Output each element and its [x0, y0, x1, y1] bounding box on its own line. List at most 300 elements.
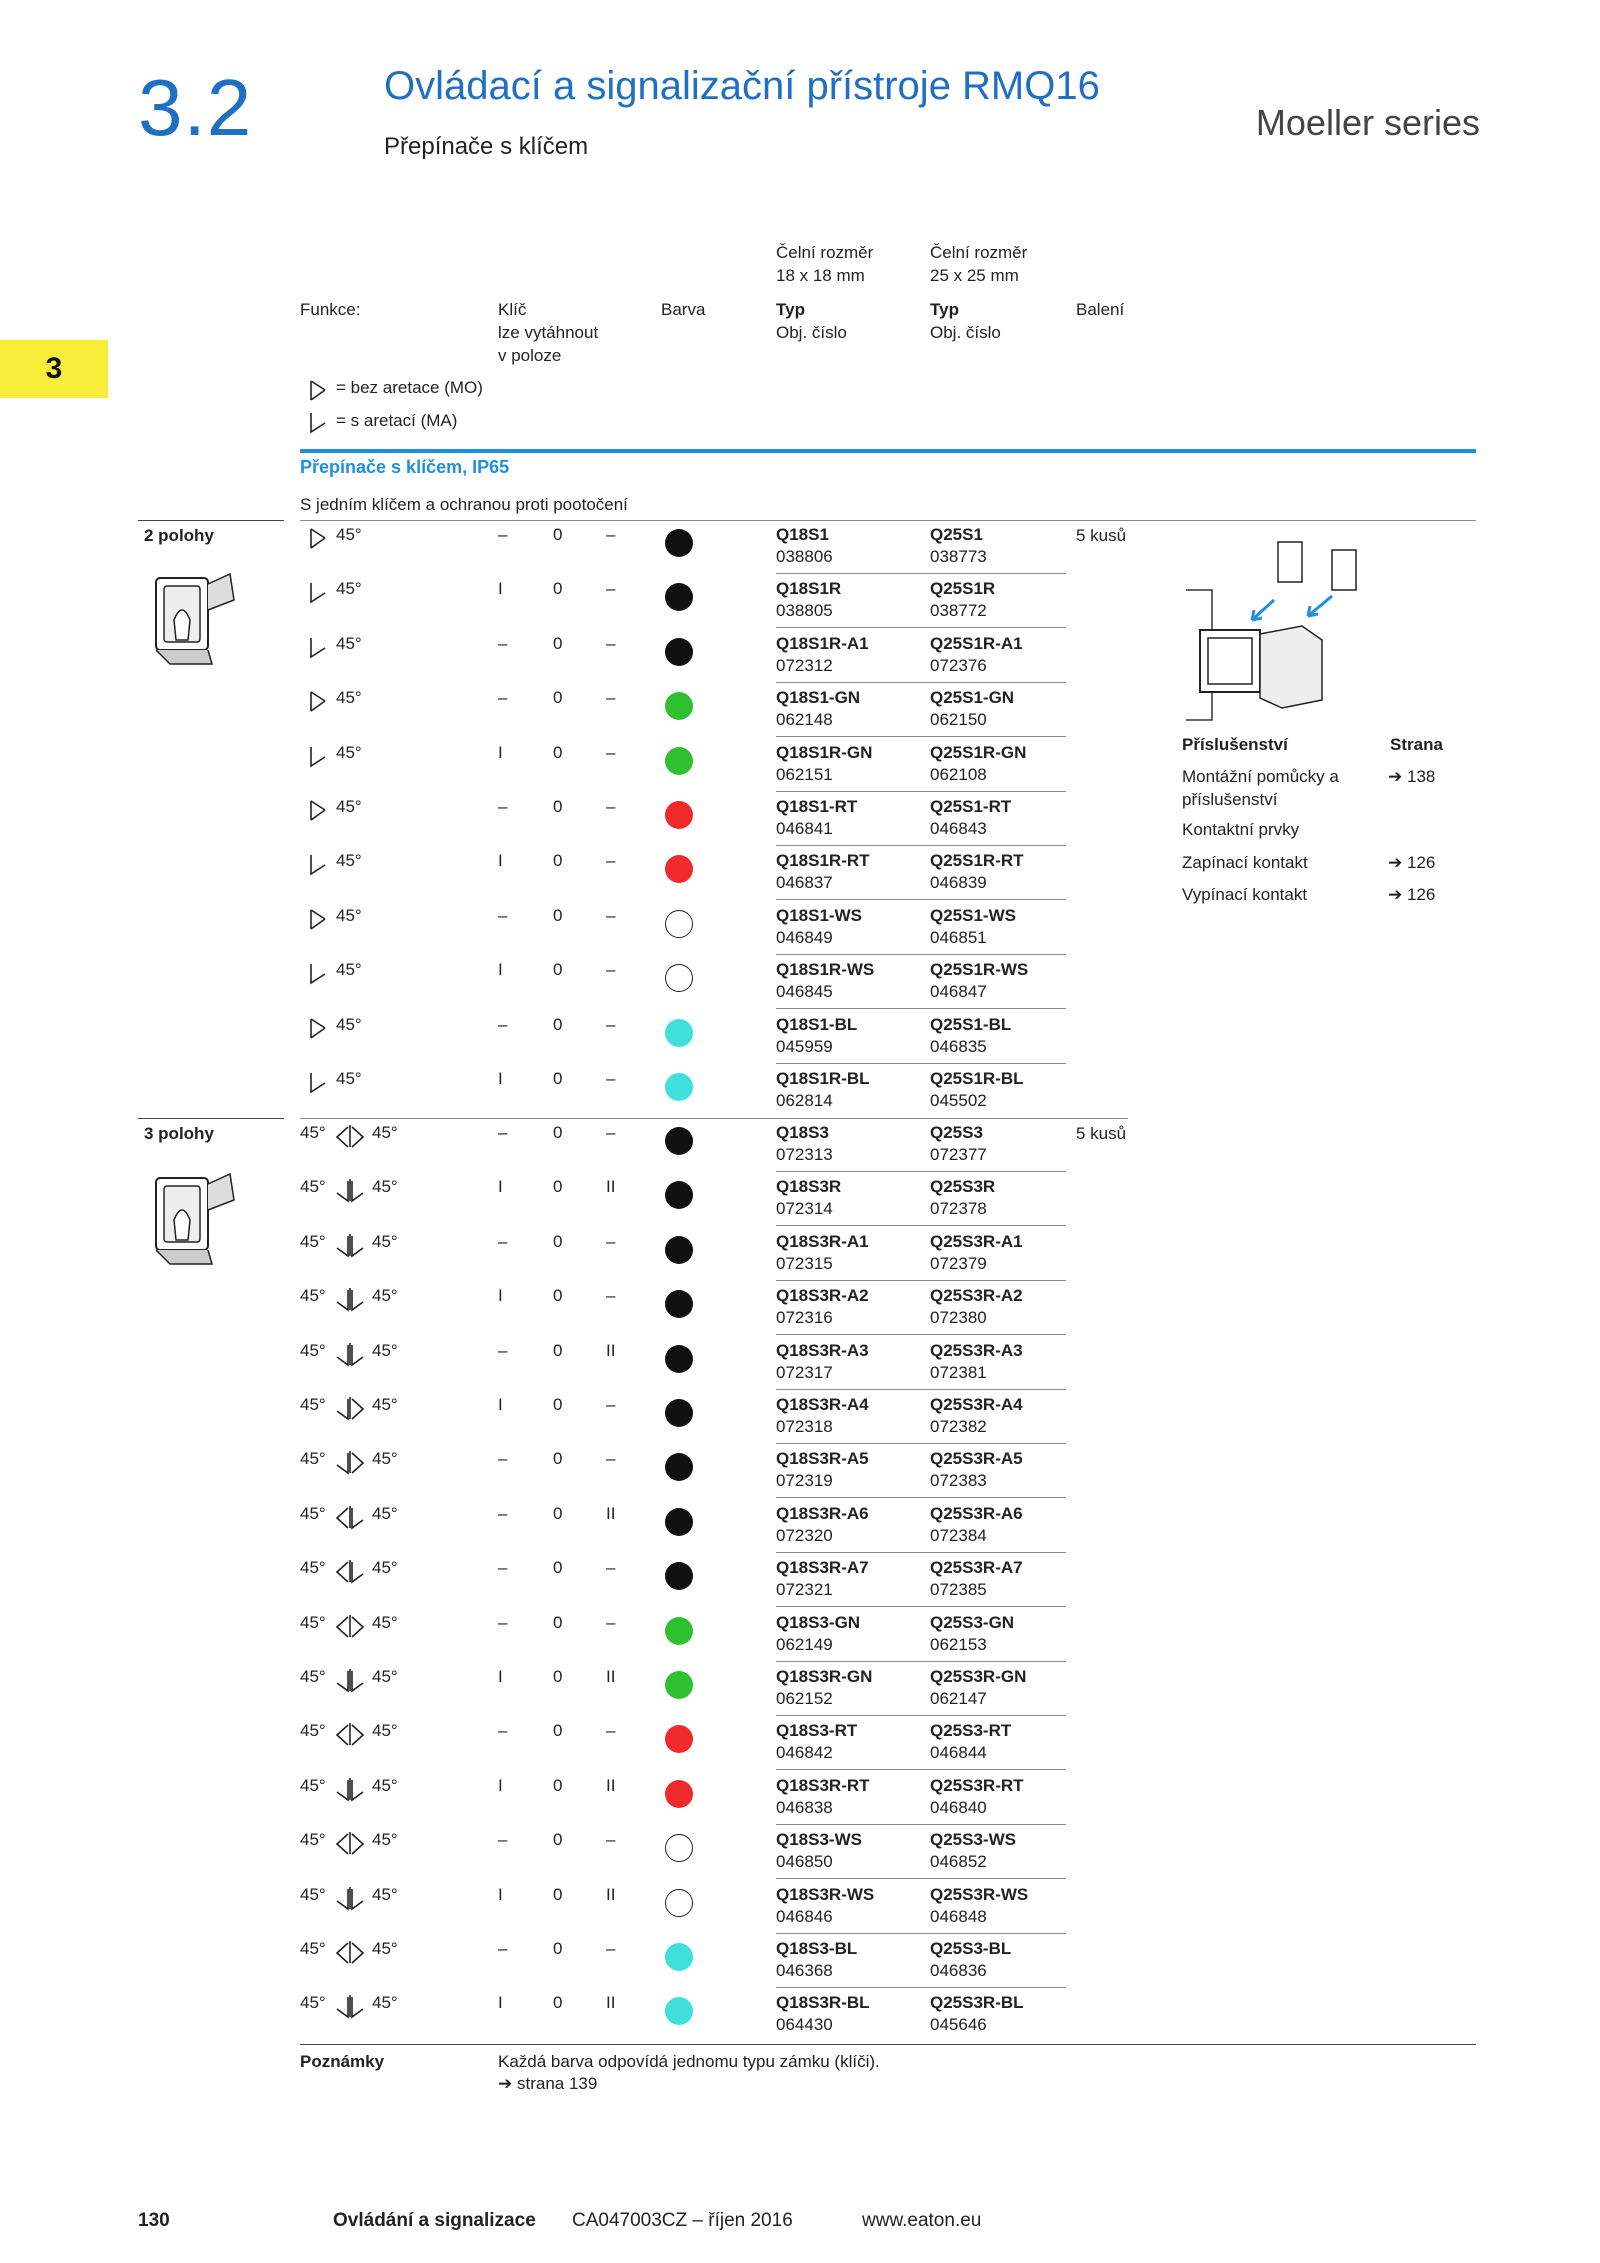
type-25[interactable]: Q25S3 — [930, 1123, 983, 1142]
angle-left: 45° — [300, 1612, 326, 1632]
col-klic-line2: lze vytáhnout — [498, 323, 599, 342]
order-25: 046848 — [930, 1906, 987, 1926]
key-pos-0: 0 — [553, 525, 563, 544]
row-divider — [776, 1933, 1066, 1934]
angle: 45° — [336, 1069, 362, 1088]
color-dot-blue — [665, 1019, 693, 1047]
type-18[interactable]: Q18S1R-A1 — [776, 633, 869, 653]
order-25: 062147 — [930, 1689, 987, 1708]
ma-symbol-icon — [308, 580, 330, 608]
key-pos-0: 0 — [553, 1286, 563, 1306]
order-25: 046843 — [930, 819, 987, 838]
row-divider — [776, 791, 1066, 792]
angle-right: 45° — [372, 1775, 398, 1795]
angle-left: 45° — [300, 1939, 326, 1958]
row-divider — [776, 845, 1066, 846]
type-25[interactable]: Q25S3R-A1 — [930, 1231, 1023, 1251]
angle-right: 45° — [372, 1721, 398, 1741]
type-25[interactable]: Q25S3R-BL — [930, 1993, 1024, 2013]
key-pos-2: – — [606, 742, 616, 762]
switch-2pos-image — [150, 560, 240, 672]
col-typ18-label: Typ — [776, 300, 805, 319]
footer-title-text: Ovládání a signalizace — [333, 2210, 536, 2231]
switch-function-icon — [333, 1504, 367, 1532]
key-pos-2: II — [606, 1503, 616, 1523]
key-pos-0: 0 — [553, 1449, 563, 1469]
type-25[interactable]: Q25S1R-GN — [930, 742, 1027, 762]
type-25[interactable]: Q25S3R-A5 — [930, 1449, 1023, 1469]
accessory-item-2: Kontaktní prvky — [1182, 820, 1300, 839]
key-pos-1: – — [498, 525, 508, 544]
key-pos-0: 0 — [553, 633, 563, 653]
type-18[interactable]: Q18S3R — [776, 1177, 842, 1197]
key-pos-0: 0 — [553, 960, 563, 980]
type-25[interactable]: Q25S3R — [930, 1177, 996, 1197]
type-25[interactable]: Q25S3R-A4 — [930, 1395, 1023, 1414]
key-pos-1: I — [498, 1286, 503, 1306]
accessory-item-3[interactable]: Zapínací kontakt — [1182, 853, 1308, 872]
chapter-tab[interactable]: 3 — [0, 340, 108, 398]
type-18[interactable]: Q18S1-GN — [776, 688, 861, 708]
type-18[interactable]: Q18S3R-A1 — [776, 1231, 869, 1251]
row-divider — [776, 1225, 1066, 1226]
angle-left: 45° — [300, 1667, 326, 1686]
accessory-page-3[interactable] — [1388, 851, 1435, 874]
key-pos-2: – — [606, 851, 616, 871]
key-pos-0: 0 — [553, 742, 563, 762]
key-pos-2: – — [606, 1286, 616, 1306]
type-18[interactable]: Q18S3R-GN — [776, 1667, 873, 1686]
accessory-page-3-num: 126 — [1406, 853, 1436, 872]
notes-rule — [300, 2044, 1476, 2045]
key-pos-1: I — [498, 1069, 503, 1088]
angle-right: 45° — [372, 1830, 398, 1850]
color-dot-red — [665, 1780, 693, 1808]
type-25[interactable]: Q25S3R-A2 — [930, 1286, 1023, 1306]
row-divider — [776, 1769, 1066, 1770]
order-25: 046852 — [930, 1852, 987, 1872]
color-dot-green — [665, 1617, 693, 1645]
row-divider — [776, 1606, 1066, 1607]
color-dot-black — [665, 1181, 693, 1209]
row-divider — [776, 1824, 1066, 1825]
key-pos-2: – — [606, 1069, 616, 1088]
type-18[interactable]: Q18S3-RT — [776, 1721, 858, 1741]
angle-right: 45° — [372, 1503, 398, 1523]
col-typ25 — [930, 298, 1001, 344]
type-18[interactable]: Q18S1R-WS — [776, 960, 875, 980]
order-25: 062108 — [930, 764, 987, 784]
col-size18-line1: Čelní rozměr — [776, 243, 874, 262]
order-18: 072319 — [776, 1471, 833, 1491]
color-dot-black — [665, 638, 693, 666]
key-pos-0: 0 — [553, 1993, 563, 2013]
type-25[interactable]: Q25S3R-RT — [930, 1775, 1024, 1795]
angle: 45° — [336, 905, 362, 925]
switch-function-icon — [333, 1232, 367, 1260]
col-size18-line2: 18 x 18 mm — [776, 266, 865, 285]
key-pos-1: – — [498, 1612, 508, 1632]
type-18[interactable]: Q18S1R-GN — [776, 742, 873, 762]
switch-function-icon — [333, 1939, 367, 1967]
order-25: 045646 — [930, 2015, 987, 2035]
switch-function-icon — [333, 1558, 367, 1586]
type-25[interactable]: Q25S3-BL — [930, 1939, 1012, 1958]
col-klic-line1: Klíč — [498, 300, 527, 319]
order-25: 062150 — [930, 710, 987, 730]
color-dot-red — [665, 801, 693, 829]
row-divider — [776, 1008, 1066, 1009]
angle-left: 45° — [300, 1884, 326, 1904]
key-pos-2: – — [606, 1558, 616, 1578]
accessory-page-4[interactable] — [1388, 883, 1435, 906]
type-25[interactable]: Q25S3R-A3 — [930, 1340, 1023, 1360]
angle-left: 45° — [300, 1231, 326, 1251]
order-18: 046368 — [776, 1961, 833, 1980]
series-label: Moeller series — [1255, 102, 1480, 143]
col-obj25-label: Obj. číslo — [930, 323, 1001, 342]
switch-function-icon — [333, 1286, 367, 1314]
color-dot-blue — [665, 1997, 693, 2025]
key-pos-2: – — [606, 1449, 616, 1469]
angle-left: 45° — [300, 1449, 326, 1469]
group1-rule — [138, 520, 284, 521]
key-pos-2: – — [606, 1612, 616, 1632]
angle-left: 45° — [300, 1775, 326, 1795]
type-25[interactable]: Q25S1 — [930, 525, 983, 544]
order-25: 072380 — [930, 1308, 987, 1328]
type-18[interactable]: Q18S3R-A7 — [776, 1558, 869, 1578]
accessories-page-heading: Strana — [1390, 735, 1443, 754]
accessory-page-1[interactable] — [1388, 765, 1435, 788]
order-25: 046851 — [930, 927, 987, 947]
order-25: 038772 — [930, 601, 987, 621]
notes-ref[interactable] — [498, 2072, 597, 2095]
order-18: 062148 — [776, 710, 833, 730]
row-divider — [776, 1552, 1066, 1553]
col-size25-line2: 25 x 25 mm — [930, 266, 1019, 285]
col-funkce: Funkce: — [300, 300, 361, 319]
color-dot-black — [665, 529, 693, 557]
type-25[interactable]: Q25S3-WS — [930, 1830, 1016, 1850]
angle-left: 45° — [300, 1177, 326, 1197]
type-25[interactable]: Q25S1-WS — [930, 905, 1016, 925]
ma-symbol-icon — [308, 1070, 330, 1098]
order-25: 046847 — [930, 982, 987, 1002]
legend-mo: = bez aretace (MO) — [336, 378, 483, 397]
type-25[interactable]: Q25S1R-A1 — [930, 633, 1023, 653]
order-18: 072315 — [776, 1253, 833, 1273]
group2-rule — [138, 1118, 284, 1119]
type-25[interactable]: Q25S1-BL — [930, 1014, 1012, 1034]
color-dot-green — [665, 692, 693, 720]
key-pos-1: – — [498, 1558, 508, 1578]
color-dot-black — [665, 1127, 693, 1155]
key-pos-0: 0 — [553, 1069, 563, 1088]
col-obj18-label: Obj. číslo — [776, 323, 847, 342]
key-pos-2: II — [606, 1340, 616, 1360]
type-18[interactable]: Q18S3R-A5 — [776, 1449, 869, 1469]
switch-function-icon — [333, 1449, 367, 1477]
accessory-item-4[interactable]: Vypínací kontakt — [1182, 885, 1308, 904]
key-pos-2: – — [606, 688, 616, 708]
angle-left: 45° — [300, 1721, 326, 1741]
angle-left: 45° — [300, 1286, 326, 1306]
key-pos-0: 0 — [553, 1667, 563, 1686]
order-25: 046839 — [930, 873, 987, 893]
mo-symbol-icon — [308, 1016, 330, 1044]
key-pos-1: – — [498, 1449, 508, 1469]
angle-right: 45° — [372, 1939, 398, 1958]
key-pos-0: 0 — [553, 1503, 563, 1523]
order-25: 046840 — [930, 1797, 987, 1817]
key-pos-0: 0 — [553, 1177, 563, 1197]
type-18[interactable]: Q18S1R — [776, 579, 842, 599]
footer-url[interactable]: www.eaton.eu — [862, 2210, 982, 2231]
type-18[interactable]: Q18S1-WS — [776, 905, 862, 925]
angle-right: 45° — [372, 1667, 398, 1686]
order-18: 062151 — [776, 764, 833, 784]
type-25[interactable]: Q25S1-GN — [930, 688, 1015, 708]
key-pos-2: – — [606, 579, 616, 599]
type-18[interactable]: Q18S3R-A4 — [776, 1395, 869, 1414]
switch-function-icon — [333, 1776, 367, 1804]
accessories-heading: Příslušenství — [1182, 735, 1288, 754]
key-pos-2: – — [606, 1123, 616, 1142]
type-25[interactable]: Q25S1R-WS — [930, 960, 1029, 980]
order-18: 046841 — [776, 819, 833, 838]
key-pos-1: I — [498, 579, 503, 599]
key-pos-1: I — [498, 960, 503, 980]
order-18: 046846 — [776, 1906, 833, 1926]
key-pos-1: I — [498, 1884, 503, 1904]
angle: 45° — [336, 633, 362, 653]
order-18: 062149 — [776, 1634, 833, 1654]
color-dot-white — [665, 1834, 693, 1862]
key-pos-1: – — [498, 1014, 508, 1034]
section-heading: Přepínače s klíčem, IP65 — [300, 457, 510, 477]
accessories-image — [1182, 530, 1372, 730]
order-18: 072313 — [776, 1145, 833, 1164]
col-size25-line1: Čelní rozměr — [930, 243, 1028, 262]
row-divider — [776, 1878, 1066, 1879]
switch-function-icon — [333, 1993, 367, 2021]
arrow-right-icon: ➔ — [1388, 853, 1403, 872]
mo-symbol-icon — [308, 798, 330, 826]
key-pos-1: – — [498, 633, 508, 653]
order-18: 046845 — [776, 982, 833, 1002]
switch-function-icon — [333, 1885, 367, 1913]
key-pos-1: – — [498, 1340, 508, 1360]
switch-function-icon — [333, 1395, 367, 1423]
order-25: 072382 — [930, 1417, 987, 1436]
order-25: 046835 — [930, 1036, 987, 1056]
angle: 45° — [336, 688, 362, 708]
key-pos-2: – — [606, 1830, 616, 1850]
switch-function-icon — [333, 1667, 367, 1695]
order-25: 062153 — [930, 1634, 987, 1654]
page-title: Ovládací a signalizační přístroje RMQ16 — [384, 64, 1100, 108]
type-25[interactable]: Q25S3R-A7 — [930, 1558, 1023, 1578]
row-divider — [776, 1987, 1066, 1988]
order-18: 038805 — [776, 601, 833, 621]
group-baleni-3: 5 kusů — [1076, 1124, 1127, 1143]
accessory-item-1-line1: Montážní pomůcky a — [1182, 767, 1339, 786]
ma-symbol-icon — [308, 635, 330, 663]
order-18: 072318 — [776, 1417, 833, 1436]
col-size25 — [930, 241, 1027, 287]
mo-symbol-icon — [308, 907, 330, 935]
color-dot-red — [665, 1725, 693, 1753]
key-pos-2: II — [606, 1993, 616, 2013]
type-18[interactable]: Q18S1-BL — [776, 1014, 858, 1034]
order-25: 038773 — [930, 547, 987, 566]
type-18[interactable]: Q18S3R-WS — [776, 1884, 875, 1904]
type-18[interactable]: Q18S1R-RT — [776, 851, 870, 871]
type-18[interactable]: Q18S1 — [776, 525, 829, 544]
key-pos-2: – — [606, 960, 616, 980]
type-25[interactable]: Q25S1R-RT — [930, 851, 1024, 871]
accessory-item-1-line2: příslušenství — [1182, 790, 1278, 809]
mo-symbol-icon — [308, 689, 330, 717]
section-rule — [300, 449, 1476, 453]
order-18: 064430 — [776, 2015, 833, 2035]
angle-left: 45° — [300, 1395, 326, 1414]
order-18: 046838 — [776, 1797, 833, 1817]
notes-label: Poznámky — [300, 2052, 385, 2071]
notes-ref-text: strana 139 — [516, 2074, 598, 2093]
footer-page-number: 130 — [138, 2210, 170, 2231]
color-dot-red — [665, 855, 693, 883]
type-18[interactable]: Q18S3-GN — [776, 1612, 861, 1632]
key-pos-0: 0 — [553, 1775, 563, 1795]
footer-title — [333, 2210, 536, 2232]
group-label-3-polohy: 3 polohy — [144, 1124, 214, 1143]
switch-function-icon — [333, 1341, 367, 1369]
key-pos-2: – — [606, 797, 616, 816]
col-size18 — [776, 241, 873, 287]
order-18: 046850 — [776, 1852, 833, 1872]
key-pos-1: I — [498, 742, 503, 762]
order-25: 072385 — [930, 1580, 987, 1600]
key-pos-0: 0 — [553, 1721, 563, 1741]
key-pos-1: – — [498, 1939, 508, 1958]
order-25: 072377 — [930, 1145, 987, 1164]
order-18: 072312 — [776, 655, 833, 675]
key-pos-1: I — [498, 1667, 503, 1686]
key-pos-0: 0 — [553, 1123, 563, 1142]
accessory-item-1[interactable] — [1182, 765, 1339, 811]
key-pos-0: 0 — [553, 1231, 563, 1251]
key-pos-1: – — [498, 797, 508, 816]
switch-function-icon — [333, 1177, 367, 1205]
key-pos-0: 0 — [553, 688, 563, 708]
key-pos-0: 0 — [553, 1884, 563, 1904]
angle-right: 45° — [372, 1395, 398, 1414]
type-25[interactable]: Q25S3R-GN — [930, 1667, 1027, 1686]
type-25[interactable]: Q25S3-RT — [930, 1721, 1012, 1741]
type-18[interactable]: Q18S1-RT — [776, 797, 858, 816]
order-25: 046844 — [930, 1743, 987, 1763]
key-pos-1: I — [498, 851, 503, 871]
footer-code: CA047003CZ – říjen 2016 — [572, 2210, 793, 2231]
switch-3pos-image — [150, 1160, 240, 1272]
type-25[interactable]: Q25S1R-BL — [930, 1069, 1024, 1088]
ma-symbol-icon — [308, 410, 330, 436]
type-25[interactable]: Q25S1-RT — [930, 797, 1012, 816]
type-18[interactable]: Q18S3-BL — [776, 1939, 858, 1958]
angle-left: 45° — [300, 1830, 326, 1850]
angle-right: 45° — [372, 1123, 398, 1142]
type-18[interactable]: Q18S3R-A3 — [776, 1340, 869, 1360]
type-18[interactable]: Q18S3R-A2 — [776, 1286, 869, 1306]
angle-right: 45° — [372, 1449, 398, 1469]
order-25: 045502 — [930, 1091, 987, 1110]
key-pos-2: II — [606, 1884, 616, 1904]
switch-function-icon — [333, 1613, 367, 1641]
order-25: 072379 — [930, 1253, 987, 1273]
key-pos-1: – — [498, 905, 508, 925]
group-label-2-polohy: 2 polohy — [144, 526, 214, 545]
key-pos-1: I — [498, 1775, 503, 1795]
section-description: S jedním klíčem a ochranou proti pootočení — [300, 495, 628, 514]
order-18: 072321 — [776, 1580, 833, 1600]
angle-left: 45° — [300, 1503, 326, 1523]
key-pos-2: II — [606, 1775, 616, 1795]
order-25: 072378 — [930, 1199, 987, 1219]
order-18: 072320 — [776, 1525, 833, 1545]
angle: 45° — [336, 960, 362, 980]
type-18[interactable]: Q18S1R-BL — [776, 1069, 870, 1088]
key-pos-0: 0 — [553, 1014, 563, 1034]
mo-symbol-icon — [308, 526, 330, 554]
angle-right: 45° — [372, 1993, 398, 2013]
key-pos-1: I — [498, 1395, 503, 1414]
row-divider — [776, 736, 1066, 737]
color-dot-black — [665, 1236, 693, 1264]
type-18[interactable]: Q18S3R-A6 — [776, 1503, 869, 1523]
order-18: 046842 — [776, 1743, 833, 1763]
row-divider — [776, 954, 1066, 955]
type-18[interactable]: Q18S3R-RT — [776, 1775, 870, 1795]
angle: 45° — [336, 797, 362, 816]
type-18[interactable]: Q18S3 — [776, 1123, 829, 1142]
mo-symbol-icon — [308, 378, 330, 404]
angle-right: 45° — [372, 1558, 398, 1578]
type-18[interactable]: Q18S3R-BL — [776, 1993, 870, 2013]
col-barva: Barva — [661, 300, 706, 319]
color-dot-blue — [665, 1073, 693, 1101]
type-25[interactable]: Q25S3R-WS — [930, 1884, 1029, 1904]
type-25[interactable]: Q25S1R — [930, 579, 996, 599]
key-pos-2: – — [606, 1014, 616, 1034]
order-18: 038806 — [776, 547, 833, 566]
row-divider — [776, 682, 1066, 683]
key-pos-2: II — [606, 1177, 616, 1197]
key-pos-1: I — [498, 1177, 503, 1197]
key-pos-0: 0 — [553, 1612, 563, 1632]
type-25[interactable]: Q25S3R-A6 — [930, 1503, 1023, 1523]
angle-right: 45° — [372, 1286, 398, 1306]
type-25[interactable]: Q25S3-GN — [930, 1612, 1015, 1632]
type-18[interactable]: Q18S3-WS — [776, 1830, 862, 1850]
key-pos-2: – — [606, 905, 616, 925]
row-divider — [776, 899, 1066, 900]
row-divider — [776, 1334, 1066, 1335]
key-pos-1: I — [498, 1993, 503, 2013]
row-divider — [776, 1171, 1066, 1172]
page-subtitle: Přepínače s klíčem — [384, 133, 589, 160]
